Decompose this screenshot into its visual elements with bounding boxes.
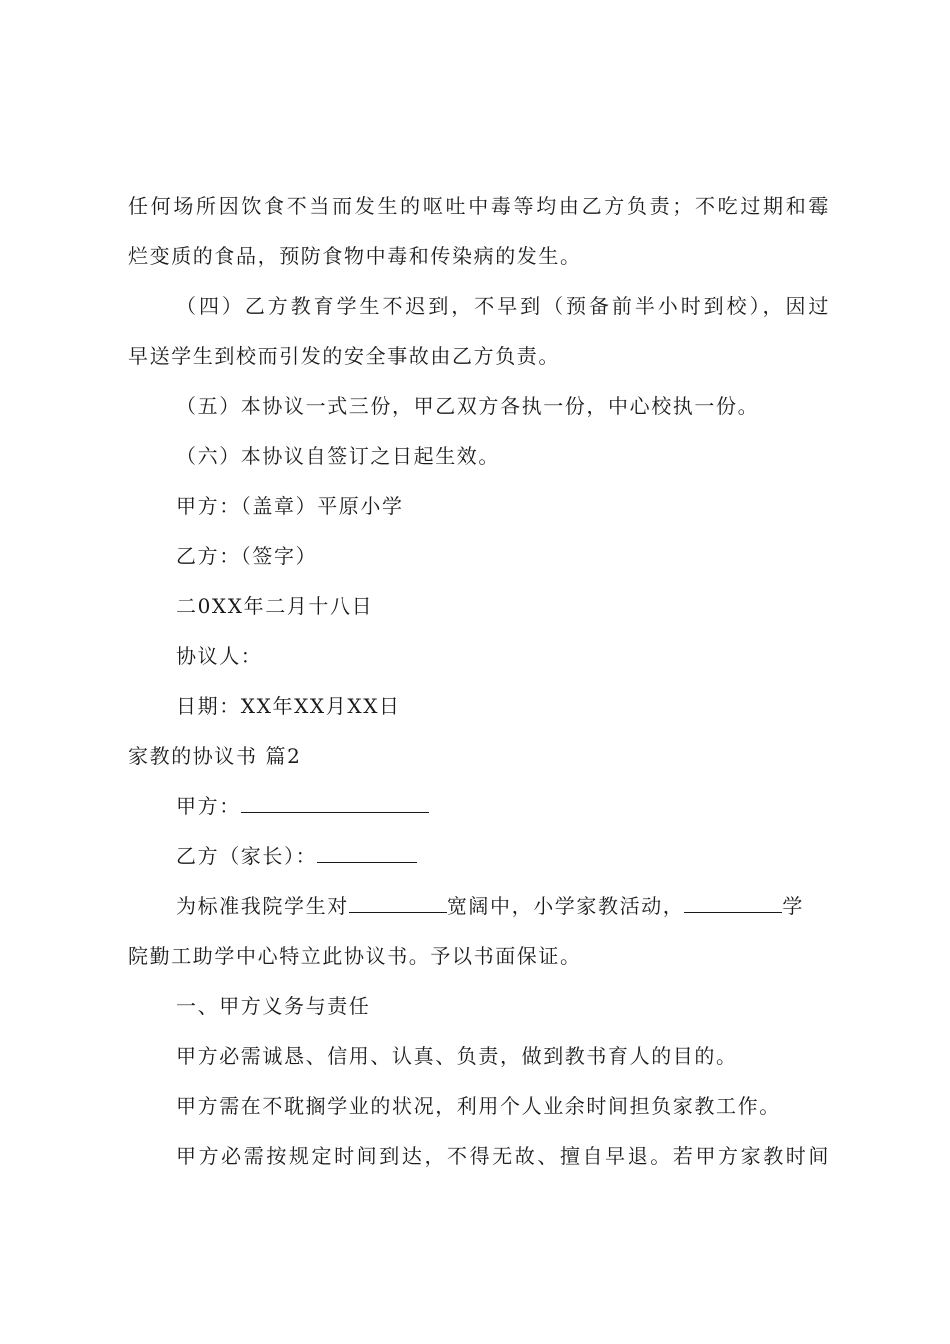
- clause-4-line: 早送学生到校而引发的安全事故由乙方负责。: [128, 344, 560, 368]
- paragraph-line: 甲方必需按规定时间到达，不得无故、擅自早退。若甲方家教时间: [176, 1144, 830, 1168]
- section-title: 家教的协议书 篇2: [128, 744, 302, 768]
- party-b-signature: 乙方：（签字）: [176, 544, 318, 568]
- paragraph-line: 烂变质的食品，预防食物中毒和传染病的发生。: [128, 244, 582, 268]
- party-b-label: 乙方（家长）：: [176, 844, 318, 868]
- section-heading: 一、甲方义务与责任: [176, 994, 371, 1018]
- paragraph-line: 甲方需在不耽搁学业的状况，利用个人业余时间担负家教工作。: [176, 1094, 781, 1118]
- agreement-person: 协议人：: [176, 644, 263, 668]
- purpose-line: [176, 892, 804, 920]
- paragraph-line: 甲方必需诚恳、信用、认真、负责，做到教书育人的目的。: [176, 1044, 738, 1068]
- purpose-blank-2: [684, 894, 782, 913]
- party-a-label: 甲方：: [176, 794, 241, 818]
- party-b-line: [176, 842, 417, 870]
- purpose-text-a: 为标准我院学生对: [176, 894, 349, 918]
- party-a-blank: [241, 794, 429, 813]
- purpose-text-b: 宽阔中，小学家教活动，: [446, 894, 685, 918]
- paragraph-line: 任何场所因饮食不当而发生的呕吐中毒等均由乙方负责；不吃过期和霉: [128, 194, 830, 218]
- purpose-blank-1: [349, 894, 447, 913]
- purpose-text-c: 学: [782, 894, 805, 918]
- party-b-blank: [317, 844, 417, 863]
- date-line: 日期：XX年XX月XX日: [176, 694, 401, 718]
- clause-4-line: （四）乙方教育学生不迟到，不早到（预备前半小时到校），因过: [176, 294, 830, 318]
- party-a-signature: 甲方：（盖章）平原小学: [176, 494, 404, 518]
- party-a-line: [176, 792, 429, 820]
- purpose-line-cont: 院勤工助学中心特立此协议书。予以书面保证。: [128, 944, 582, 968]
- signing-date: 二0XX年二月十八日: [176, 594, 374, 618]
- clause-5: （五）本协议一式三份，甲乙双方各执一份，中心校执一份。: [176, 394, 760, 418]
- clause-6: （六）本协议自签订之日起生效。: [176, 444, 500, 468]
